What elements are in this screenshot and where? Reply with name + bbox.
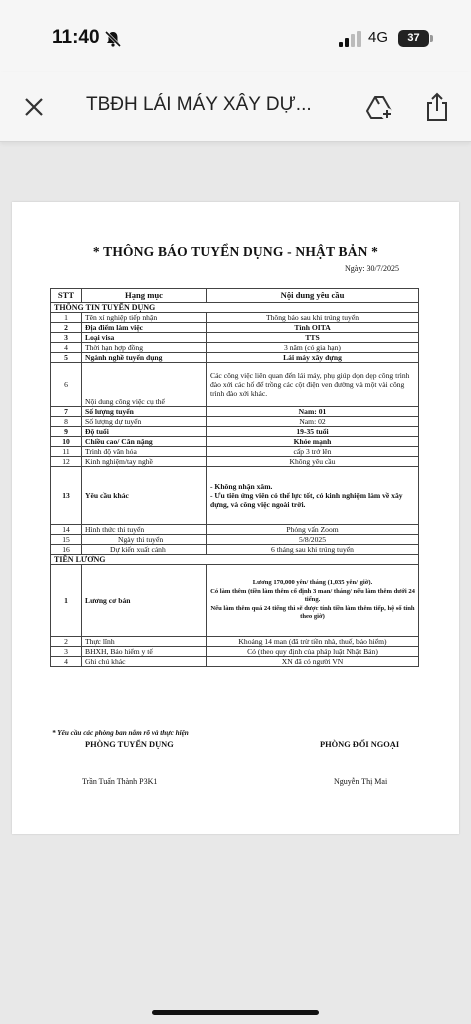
cell-content: Khỏe mạnh bbox=[207, 437, 419, 447]
cell-stt: 12 bbox=[51, 457, 82, 467]
status-bar bbox=[0, 0, 471, 72]
content-line: Có làm thêm (tiền làm thêm cố định 3 man/ tháng/ nếu làm thêm dưới 24 tiếng. bbox=[210, 587, 415, 604]
cell-stt: 6 bbox=[51, 363, 82, 407]
table-row bbox=[51, 647, 419, 657]
content-line: - Không nhận xăm. bbox=[210, 482, 273, 491]
cell-stt: 8 bbox=[51, 417, 82, 427]
table-row bbox=[51, 525, 419, 535]
cell-stt: 13 bbox=[51, 467, 82, 525]
cell-item: Tên xí nghiệp tiếp nhận bbox=[82, 313, 207, 323]
table-row bbox=[51, 343, 419, 353]
cell-item: Loại visa bbox=[82, 333, 207, 343]
cell-content: 6 tháng sau khi trúng tuyển bbox=[207, 545, 419, 555]
salary-section bbox=[51, 555, 419, 667]
cell-stt: 9 bbox=[51, 427, 82, 437]
cell-content: Có (theo quy định của pháp luật Nhật Bản) bbox=[207, 647, 419, 657]
cell-content: Lái máy xây dựng bbox=[207, 353, 419, 363]
header-content: Nội dung yêu cầu bbox=[207, 289, 419, 303]
cell-content: Tỉnh OITA bbox=[207, 323, 419, 333]
home-indicator[interactable] bbox=[152, 1010, 319, 1015]
signer-right: Nguyễn Thị Mai bbox=[334, 777, 388, 786]
cell-item: Thời hạn hợp đồng bbox=[82, 343, 207, 353]
cell-content bbox=[207, 467, 419, 525]
cell-stt: 5 bbox=[51, 353, 82, 363]
section-title-salary: TIỀN LƯƠNG bbox=[51, 555, 419, 565]
header-stt: STT bbox=[51, 289, 82, 303]
cell-content: TTS bbox=[207, 333, 419, 343]
cell-item: Ghi chú khác bbox=[82, 657, 207, 667]
network-type: 4G bbox=[368, 29, 389, 46]
document-title: TBĐH LÁI MÁY XÂY DỰ... bbox=[86, 94, 312, 115]
table-row bbox=[51, 353, 419, 363]
cell-stt: 2 bbox=[51, 323, 82, 333]
table-row bbox=[51, 535, 419, 545]
cell-item: Chiều cao/ Cân nặng bbox=[82, 437, 207, 447]
table-row bbox=[51, 457, 419, 467]
table-row bbox=[51, 437, 419, 447]
cell-content: Nam: 02 bbox=[207, 417, 419, 427]
cell-item: Ngành nghề tuyển dụng bbox=[82, 353, 207, 363]
cell-item: Yêu cầu khác bbox=[82, 467, 207, 525]
viewer-toolbar bbox=[0, 72, 471, 142]
cell-content: Các công việc liên quan đến lái máy, phụ giúp dọn dẹp công trình đào xới các hố để trồng các cột điện ven đường và một vài công trình đào xới khác. bbox=[207, 363, 419, 407]
table-row bbox=[51, 657, 419, 667]
cell-content: 5/8/2025 bbox=[207, 535, 419, 545]
content-line: Nếu làm thêm quá 24 tiếng thì sẽ được tính tiền làm thêm tiếp, hệ số tính theo giờ) bbox=[210, 604, 415, 621]
cell-item: Ngày thi tuyển bbox=[82, 535, 207, 545]
battery-indicator: 37 bbox=[398, 30, 429, 47]
cell-item: Địa điểm làm việc bbox=[82, 323, 207, 333]
cell-item: Lương cơ bản bbox=[82, 565, 207, 637]
cell-item: Kinh nghiệm/tay nghề bbox=[82, 457, 207, 467]
cell-item: Thực lĩnh bbox=[82, 637, 207, 647]
section-title-recruit: THÔNG TIN TUYỂN DỤNG bbox=[51, 303, 419, 313]
table-row bbox=[51, 545, 419, 555]
bell-muted-icon bbox=[104, 30, 122, 48]
close-icon[interactable] bbox=[22, 95, 46, 119]
table-row bbox=[51, 427, 419, 437]
table-header-row bbox=[51, 289, 419, 303]
table-row bbox=[51, 333, 419, 343]
cell-item: Nội dung công việc cụ thể bbox=[82, 363, 207, 407]
share-icon[interactable] bbox=[425, 92, 449, 122]
signer-left: Trần Tuấn Thành P3K1 bbox=[82, 777, 158, 786]
cell-stt: 10 bbox=[51, 437, 82, 447]
header-item: Hạng mục bbox=[82, 289, 207, 303]
cell-item: Độ tuổi bbox=[82, 427, 207, 437]
cell-stt: 2 bbox=[51, 637, 82, 647]
cell-content: Không yêu cầu bbox=[207, 457, 419, 467]
cell-content: XN đã có người VN bbox=[207, 657, 419, 667]
cell-content bbox=[207, 565, 419, 637]
document-page bbox=[12, 202, 459, 834]
table-row bbox=[51, 407, 419, 417]
section-row bbox=[51, 303, 419, 313]
cell-stt: 16 bbox=[51, 545, 82, 555]
cell-stt: 3 bbox=[51, 647, 82, 657]
cell-stt: 11 bbox=[51, 447, 82, 457]
recruit-section bbox=[51, 303, 419, 555]
cell-item: Dự kiến xuất cảnh bbox=[82, 545, 207, 555]
signal-icon bbox=[338, 31, 362, 47]
footnote: * Yêu cầu các phòng ban nắm rõ và thực hiện bbox=[52, 729, 189, 737]
cell-content: Nam: 01 bbox=[207, 407, 419, 417]
table-row bbox=[51, 565, 419, 637]
content-line: - Ưu tiên ứng viên có thể lực tốt, có kinh nghiệm làm về xây dựng, và công việc ngoài trời. bbox=[210, 491, 403, 509]
status-time: 11:40 bbox=[52, 27, 100, 48]
cell-stt: 15 bbox=[51, 535, 82, 545]
table-row bbox=[51, 417, 419, 427]
table-row bbox=[51, 447, 419, 457]
section-row bbox=[51, 555, 419, 565]
cell-stt: 4 bbox=[51, 657, 82, 667]
cell-item: Số lượng tuyển bbox=[82, 407, 207, 417]
cell-content: Phỏng vấn Zoom bbox=[207, 525, 419, 535]
cell-content: Khoảng 14 man (đã trừ tiền nhà, thuế, bảo hiểm) bbox=[207, 637, 419, 647]
content-line: Lương 170,000 yên/ tháng (1,035 yên/ giờ). bbox=[252, 579, 373, 587]
cell-item: Hình thức thi tuyển bbox=[82, 525, 207, 535]
cell-stt: 7 bbox=[51, 407, 82, 417]
cell-item: Số lượng dự tuyển bbox=[82, 417, 207, 427]
dept-recruitment: PHÒNG TUYỂN DỤNG bbox=[85, 740, 174, 749]
cell-content: Thông báo sau khi trúng tuyển bbox=[207, 313, 419, 323]
dept-external: PHÒNG ĐỐI NGOẠI bbox=[320, 740, 400, 749]
drive-add-icon[interactable] bbox=[366, 94, 394, 120]
recruitment-table bbox=[50, 288, 419, 667]
cell-stt: 4 bbox=[51, 343, 82, 353]
cell-item: BHXH, Bảo hiểm y tế bbox=[82, 647, 207, 657]
table-row bbox=[51, 467, 419, 525]
table-row bbox=[51, 313, 419, 323]
table-row bbox=[51, 323, 419, 333]
cell-content: 3 năm (có gia hạn) bbox=[207, 343, 419, 353]
cell-content: 19-35 tuổi bbox=[207, 427, 419, 437]
cell-content: cấp 3 trở lên bbox=[207, 447, 419, 457]
cell-stt: 14 bbox=[51, 525, 82, 535]
cell-stt: 1 bbox=[51, 565, 82, 637]
table-row bbox=[51, 637, 419, 647]
document-date: Ngày: 30/7/2025 bbox=[345, 264, 399, 273]
cell-item: Trình độ văn hóa bbox=[82, 447, 207, 457]
table-row bbox=[51, 363, 419, 407]
cell-stt: 3 bbox=[51, 333, 82, 343]
document-heading: * THÔNG BÁO TUYỂN DỤNG - NHẬT BẢN * bbox=[92, 244, 379, 259]
cell-stt: 1 bbox=[51, 313, 82, 323]
